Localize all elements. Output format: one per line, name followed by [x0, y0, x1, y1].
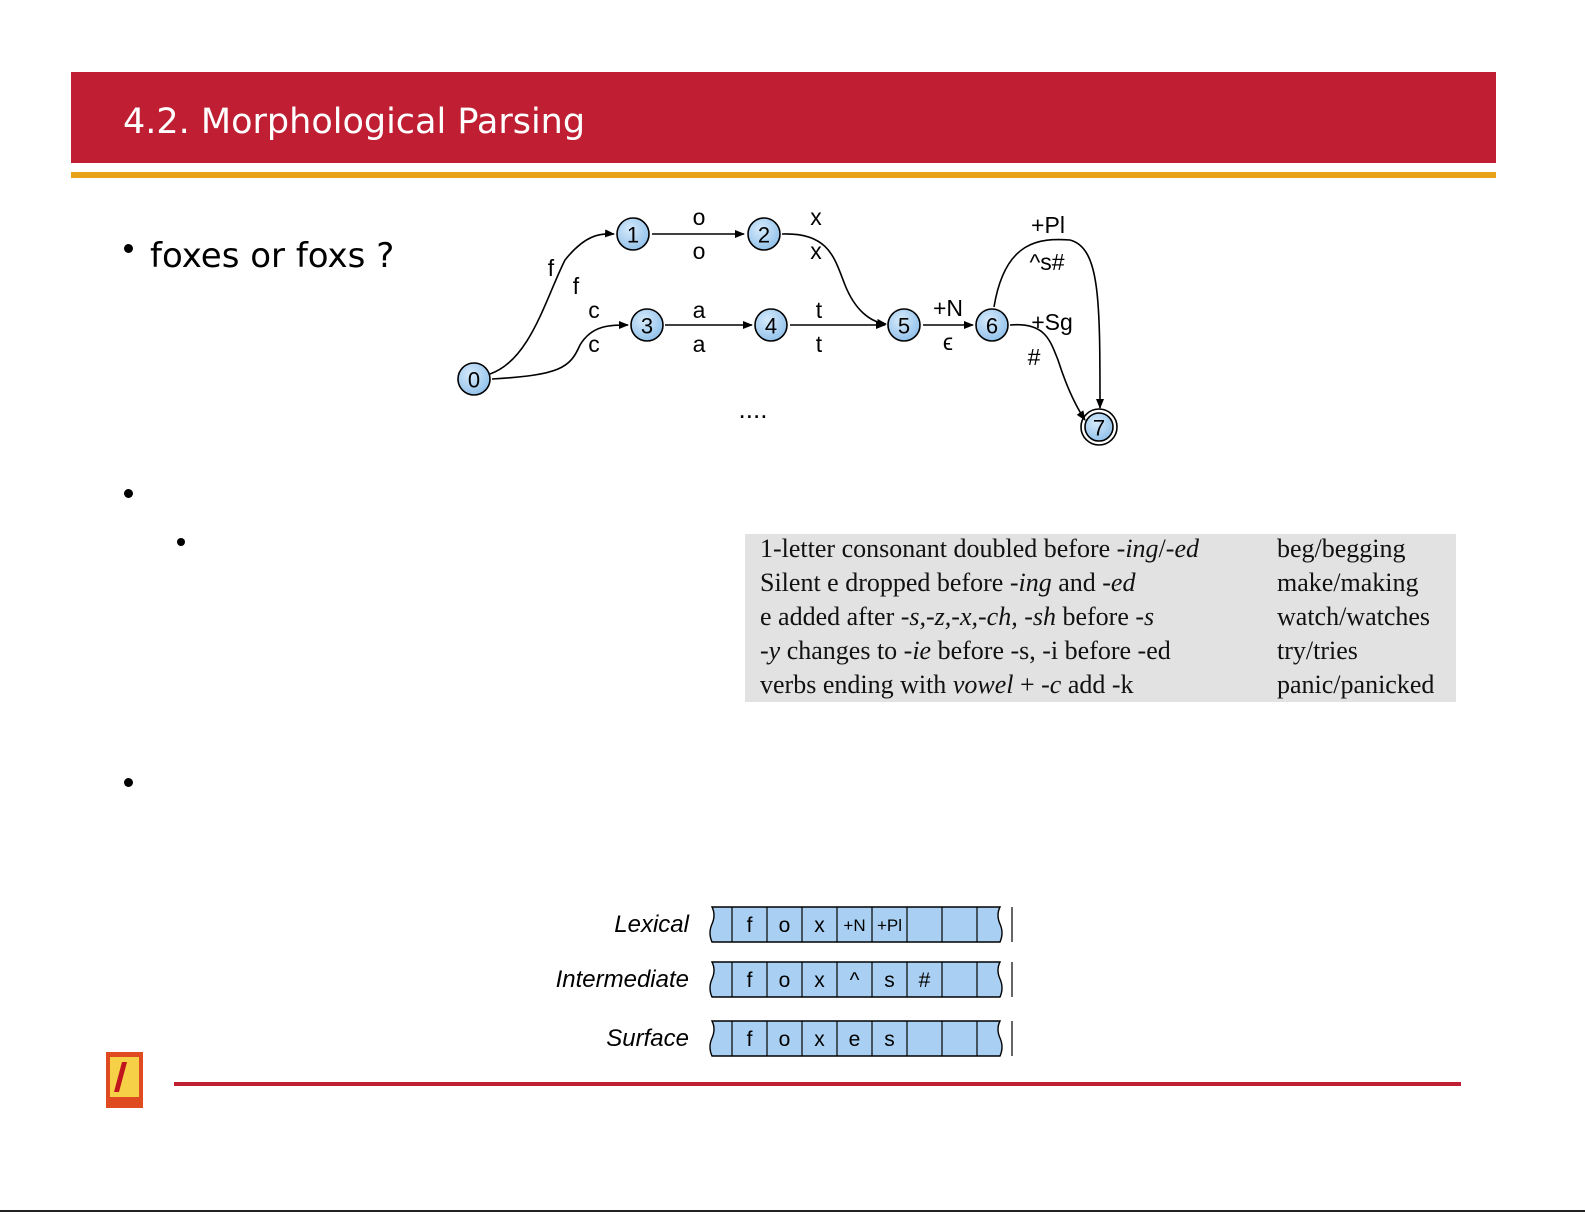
tape-cell-symbol: x: [814, 1028, 825, 1051]
edge-label-t-upper: t: [815, 297, 823, 323]
tape-cell-symbol: s: [884, 969, 895, 992]
edge-label-o-lower: o: [692, 238, 706, 264]
state-label-0: 0: [467, 367, 481, 393]
university-logo: [106, 1052, 143, 1108]
edge-label-sg-upper: +Sg: [1031, 309, 1073, 335]
slide-title: 4.2. Morphological Parsing: [123, 102, 586, 142]
tape-cell-symbol: f: [746, 969, 753, 992]
edge-label-pl-upper: +Pl: [1031, 212, 1065, 238]
edge-label-n-upper: +N: [932, 295, 964, 321]
tape-cell-symbol: x: [814, 969, 825, 992]
tape-cell-symbol: #: [918, 969, 931, 992]
edge-label-c-lower: c: [588, 331, 600, 357]
rule-example: watch/watches: [1277, 602, 1431, 631]
tape-cell-symbol: ^: [849, 969, 860, 992]
rule-description: verbs ending with vowel + -c add -k: [760, 670, 1134, 699]
page-bottom-border: [0, 1210, 1585, 1212]
bullet-question: foxes or foxs ?: [150, 236, 395, 276]
footer-rule: [174, 1082, 1461, 1086]
tape-label-intermediate: Intermediate: [555, 966, 689, 993]
state-label-1: 1: [626, 222, 640, 248]
edge-label-a-upper: a: [692, 297, 706, 323]
tape-cell-symbol: e: [848, 1028, 861, 1051]
edge-label-f-lower: f: [572, 273, 580, 299]
tape-cell-symbol: f: [746, 1028, 753, 1051]
tape-cell-symbol: s: [884, 1028, 895, 1051]
tape-label-lexical: Lexical: [614, 911, 689, 938]
edge-label-sg-lower: #: [1027, 344, 1041, 370]
edge-label-x-lower: x: [810, 238, 822, 264]
state-label-6: 6: [985, 313, 999, 339]
state-label-7: 7: [1092, 415, 1106, 441]
tape-cell-symbol: +N: [843, 916, 866, 935]
edge-label-o-upper: o: [692, 204, 706, 230]
rule-example: try/tries: [1277, 636, 1358, 665]
rule-example: panic/panicked: [1277, 670, 1435, 699]
edge-label-pl-lower: ^s#: [1029, 249, 1065, 275]
rule-description: e added after -s,-z,-x,-ch, -sh before -s: [760, 602, 1155, 631]
rule-example: beg/begging: [1277, 534, 1406, 563]
edge-label-t-lower: t: [815, 331, 823, 357]
edge-label-n-lower: ϵ: [942, 329, 954, 355]
state-label-3: 3: [640, 313, 654, 339]
state-label-4: 4: [764, 313, 778, 339]
edge-label-f-upper: f: [547, 255, 555, 281]
edge-label-x-upper: x: [810, 204, 822, 230]
rule-description: Silent e dropped before -ing and -ed: [760, 568, 1136, 597]
rule-description: 1-letter consonant doubled before -ing/-ed: [760, 534, 1199, 563]
tape-cell-symbol: o: [778, 1028, 791, 1051]
tape-cell-symbol: x: [814, 914, 825, 937]
rule-description: -y changes to -ie before -s, -i before -ed: [760, 636, 1171, 665]
tape-cell-symbol: +Pl: [876, 916, 903, 935]
tape-cell-symbol: o: [778, 914, 791, 937]
rule-example: make/making: [1277, 568, 1419, 597]
edge-label-a-lower: a: [692, 331, 706, 357]
tape-cell-symbol: f: [746, 914, 753, 937]
fst-ellipsis: ....: [738, 394, 768, 424]
tape-label-surface: Surface: [606, 1025, 689, 1052]
tape-cell-symbol: o: [778, 969, 791, 992]
state-label-2: 2: [757, 222, 771, 248]
state-label-5: 5: [897, 313, 911, 339]
edge-label-c-upper: c: [588, 297, 600, 323]
